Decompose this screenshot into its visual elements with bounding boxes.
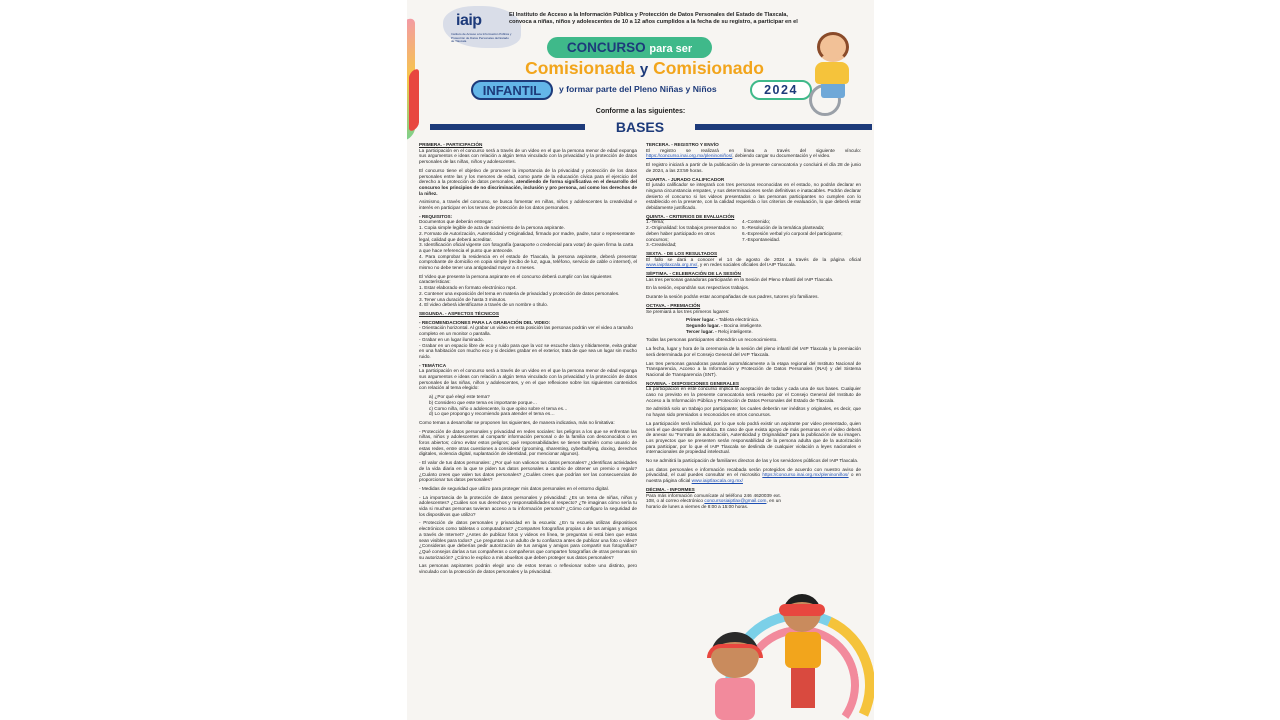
tematica-heading: - TEMÁTICA [419, 362, 447, 368]
tema-item: - Protección de datos personales y privacidad en la escuela: ¿En tu escuela utilizas dispositivos electrónicos como tabletas o computadoras? ¿Compartes fotografías propias o de tus amigas y amigos a través de Internet? ¿Antes de publicar fotos y videos en línea, te preguntas si está bien que estas sean visibles para todos? ¿Le preguntas a un adulto de tu confianza antes de publicar una foto o video? ¿Consideras que deberías pedir autorización de tus amigas y amigos para compartir sus fotografías? ¿Qué consejos darías a tus compañeras o compañeros que comparten fotografías de otras personas sin su autorización? ¿Cómo le explico a mis abuelitos que deben proteger sus datos personales? [419, 520, 637, 560]
intro-line-1: El Instituto de Acceso a la Información Pública y Protección de Datos Personales del Estado de Tlaxcala, [509, 12, 788, 18]
requisito-item: 1. Copia simple legible de acta de nacimiento de la persona aspirante. [419, 225, 565, 231]
recomendacion-item: - Grabar en un lugar iluminado. [419, 336, 484, 342]
bases-heading: BASES [585, 118, 695, 136]
tema-item: - Protección de datos personales y privacidad en redes sociales: los peligros a los que se enfrentan las niñas, niños y adolescentes al compartir información personal o de la familia con desconocidos o en foros abiertos; cómo evitar estos peligros; qué responsabilidades se tienen también como usuario de estas redes, entre otras cuestiones a considerar (grooming, sharenting, cyberbullying, doxing, derechos digitales, violencia digital, suplantación de identidad, por mencionar algunos). [419, 428, 637, 457]
registro-link[interactable]: https://concurso.inai.org.mx/pleninoniños/ [646, 153, 733, 159]
tercera-heading: TERCERA. - REGISTRO Y ENVÍO [646, 142, 719, 147]
tercera-text: El registro se realizará en línea a través del siguiente vínculo: [646, 147, 861, 153]
octava-heading: OCTAVA. - PREMIACIÓN [646, 302, 701, 308]
requisito-item: 2. Formato de Autorización, Autenticidad y Originalidad, firmado por madre, padre, tutor o representante legal, calidad que deberá acreditar. [419, 230, 635, 242]
title-comisionada-comisionado [507, 58, 782, 79]
video-item: 1. Estar elaborado en formato electrónico mp4. [419, 285, 517, 291]
recomendacion-item: - Orientación horizontal. Al grabar un video en esta posición las personas podrán ver el video a tamaño completo en un monitor o pantalla. [419, 325, 633, 337]
child-wheelchair-illustration [805, 28, 867, 118]
conforme-text: Conforme a las siguientes: [595, 108, 686, 115]
premio-nombre: Reloj inteligente. [717, 328, 753, 334]
octava-intro: Se premiará a los tres primeros lugares: [646, 308, 730, 314]
criterio-item: 1.-Tema; [646, 219, 665, 225]
premio-row [646, 329, 861, 335]
concurso-label: CONCURSO [566, 40, 646, 55]
decorative-stripe [409, 67, 419, 133]
comisionado-label: Comisionado [653, 58, 764, 78]
tercera-paragraph-1 [646, 148, 861, 159]
octava-paragraph-2: La fecha, lugar y hora de la ceremonia de la sesión del pleno infantil del IAIP Tlaxcala y la premiación será determinada por el Consejo General del IAIP Tlaxcala. [646, 346, 861, 357]
tematica-question: b) Considero que este tema es importante porque… [429, 399, 538, 405]
primera-p2-text: El concurso tiene el objetivo de promover la importancia de la privacidad y protección de los datos personales entre las y los menores de edad, como parte de la educación cívica para el ejercicio del derecho a la protección de datos personales, [419, 167, 637, 185]
recomendaciones-heading: - RECOMENDACIONES PARA LA GRABACIÓN DEL VIDEO: [419, 319, 551, 325]
iaip-site-link[interactable]: www.iaiptlaxcala.org.mx/ [646, 262, 698, 268]
novena-paragraph-1: La participación en este concurso implica la aceptación de todas y cada una de sus bases. Cualquier caso no previsto en la presente convocatoria será resuelto por el Consejo General del Instituto de Acceso a la Información Pública y Protección de Datos Personales del Estado de Tlaxcala. [646, 386, 861, 403]
intro-line-2: convoca a niñas, niños y adolescentes de 10 a 12 años cumplidos a la fecha de su registro, a participar en el [509, 19, 798, 25]
girl-shirt-shape [715, 678, 755, 720]
year-pill: 2024 [750, 80, 812, 100]
requisitos-intro: Documentos que deberán entregar: [419, 219, 494, 225]
headphones-icon [707, 644, 763, 658]
premio-lugar: Primer lugar. - [686, 317, 718, 323]
decima-paragraph [646, 493, 781, 510]
left-column [419, 140, 637, 578]
novena-text-mid: o en nuestra página oficial [646, 472, 861, 484]
tema-item: - Medidas de seguridad que utilizo para proteger mis datos personales en el entorno digital. [419, 485, 609, 491]
septima-paragraph-2: En la sesión, expondrán sus respectivos trabajos. [646, 285, 750, 291]
primera-heading: PRIMERA. - PARTICIPACIÓN [419, 142, 483, 147]
sexta-paragraph [646, 257, 861, 268]
iaip-site-link[interactable]: www.iaiptlaxcala.org.mx/ [691, 478, 743, 484]
novena-paragraph-5 [646, 467, 861, 484]
premio-lugar: Tercer lugar. - [686, 328, 717, 334]
sexta-text-end: , y en redes sociales oficiales del IAIP Tlaxcala. [697, 262, 796, 268]
logo-text: iaip [456, 12, 482, 29]
vr-goggles-icon [779, 604, 825, 616]
requisitos-heading: - REQUISITOS: [419, 213, 453, 219]
tematica-question: a) ¿Por qué elegí este tema? [429, 394, 490, 400]
decima-heading: DÉCIMA. - INFORMES [646, 486, 695, 492]
criterios-grid [646, 219, 861, 248]
head-shape [817, 32, 849, 62]
novena-paragraph-2: Se admitirá solo un trabajo por participante; los cuales deberán ser inéditos y originales, es decir, que no hayan sido premiados o reconocidos en otros concursos. [646, 406, 861, 418]
novena-heading: NOVENA. - DISPOSICIONES GENERALES [646, 380, 739, 386]
premio-lugar: Segundo lugar. - [686, 322, 723, 328]
concurso-pill [547, 37, 712, 58]
criterio-item: 7.-Espontaneidad. [742, 236, 781, 242]
quinta-heading: QUINTA. - CRITERIOS DE EVALUACIÓN [646, 213, 735, 219]
decima-text: Para más información comunícate al teléfono 246 4620039 ext. 108, o al correo electrónico [646, 492, 781, 504]
email-link[interactable]: concursosiaiptlax@gmail.com [704, 498, 767, 504]
tercera-paragraph-2: El registro iniciará a partir de la publicación de la presente convocatoria y concluirá el día 28 de junio de 2024, a las 23:59 horas. [646, 162, 861, 173]
primera-p2-bold: atendiendo de forma significativa en el desarrollo del concurso los principios de no discriminación, inclusión y pro persona, así como los derechos de la niñez. [419, 179, 637, 196]
tematica-paragraph: La participación en el concurso será a través de un video en el que la persona menor de edad exponga sus argumentos e ideas con relación a algún tema vinculado con la privacidad y la protección de datos personales de las niñas, niños y adolescentes, y en el que reflexione sobre los siguientes contenidos con relación al tema elegido: [419, 368, 637, 391]
requisito-item: 4. Para comprobar la residencia en el estado de Tlaxcala, la persona aspirante, deberá presentar comprobante de domicilio en copia simple (recibo de luz, agua, teléfono, servicio de cable o internet), el mismo no debe tener una antigüedad mayor a 4 meses. [419, 253, 637, 271]
temas-intro: Como temas a desarrollar se proponen los siguientes, de manera indicativa, más no limitativa: [419, 419, 615, 425]
pleno-text: y formar parte del Pleno Niñas y Niños [559, 84, 717, 94]
cuarta-paragraph: El jurado calificador se integrará con tres personas reconocidas en el estado, no podrán declarar en ninguna circunstancia empates, y sus determinaciones serán definitivas e inatacables. Podrán declarar desierto el concurso si los videos presentados o las personas participantes no cumplen con lo establecido en la presente, con la calidad requerida o los criterios de evaluación, lo que deberá estar debidamente justificado. [646, 182, 861, 211]
criterio-item: 5.-Resolución de la temática planteada; [742, 225, 825, 231]
logo-subtitle: Instituto de Acceso a la Información Pública y Protección de Datos Personales del Estado de Tlaxcala [451, 32, 512, 43]
comisionada-label: Comisionada [525, 58, 635, 78]
micrositio-link[interactable]: https://concurso.inai.org.mx/pleninoniños/ [762, 472, 849, 478]
octava-paragraph-1: Todas las personas participantes obtendrán un reconocimiento. [646, 337, 778, 343]
criterio-item: 6.-Expresión verbal y/o corporal del participante; [742, 230, 843, 236]
para-ser-label: para ser [649, 43, 693, 55]
tema-item: - La importancia de la protección de datos personales y privacidad: ¿Es un tema de niñas, niños y adolescentes? ¿Cuáles son sus derechos y responsabilidades al respecto? ¿Te imaginas cómo sería tu vida si muchas personas tuvieran acceso a tu información personal? ¿Cómo configuro la seguridad de los dispositivos que utilizo? [419, 494, 637, 517]
decima-text-end: , en un horario de lunes a viernes de 8:00 a 15:00 horas. [646, 498, 781, 509]
requisito-item: 3. Identificación oficial vigente con fotografía (pasaporte o credencial para votar) de quien firma la carta a que hace referencia el punto que antecede. [419, 242, 634, 253]
criterios-col-b [742, 219, 861, 248]
right-column [646, 140, 861, 513]
convocatoria-poster [407, 0, 874, 720]
children-illustration [705, 580, 867, 720]
premio-nombre: Bocina inteligente. [724, 322, 763, 328]
cuarta-heading: CUARTA. - JURADO CALIFICADOR [646, 176, 725, 182]
primera-paragraph-3: Asimismo, a través del concurso, se busca fomentar en niñas, niños y adolescentes la creatividad e interés en participar en los temas de protección de los datos personales. [419, 199, 637, 211]
tematica-question: c) Como niña, niño o adolescente, lo que opino sobre el tema es… [429, 405, 568, 411]
criterio-item: 2.-Originalidad: los trabajos presentados no deben haber participado en otros concursos; [646, 225, 737, 242]
legs-shape [821, 82, 845, 98]
video-intro: El Video que presente la persona aspirante en el concurso deberá cumplir con las siguientes características: [419, 273, 612, 285]
tematica-question: d) Lo que propongo y recomiendo para atender el tema es… [429, 411, 555, 417]
video-item: 3. Tener una duración de hasta 3 minutos. [419, 296, 507, 302]
video-item: 4. El video deberá identificarse a través de un nombre o título. [419, 302, 548, 308]
premio-nombre: Tableta electrónica. [718, 317, 760, 323]
septima-paragraph-3: Durante la sesión podrán estar acompañadas de sus padres, tutores y/o familiares. [646, 294, 819, 300]
septima-heading: SÉPTIMA. - CELEBRACIÓN DE LA SESIÓN [646, 271, 741, 277]
recomendacion-item: - Grabar en un espacio libre de eco y ruido para que la voz se escuche clara y nítidamente, evita grabar en una habitación con mucho eco y si decides grabar en el exterior, trata de que sea un lugar sin mucho ruido. [419, 342, 637, 359]
video-item: 2. Contener una exposición del tema en materia de privacidad y protección de datos personales. [419, 290, 620, 296]
tercera-text-end: , debiendo cargar su documentación y el video. [732, 153, 831, 159]
infantil-pill: INFANTIL [471, 80, 553, 100]
criterios-col-a [646, 219, 738, 248]
intro-text [509, 12, 854, 26]
criterio-item: 3.-Creatividad; [646, 242, 677, 248]
y-label: y [639, 61, 649, 78]
octava-paragraph-3: Las tres personas ganadoras pasarán automáticamente a la etapa regional del Instituto Nacional de Transparencia, Acceso a la Información y Protección de Datos Personales (INAI) y del Sistema Nacional de Transparencia (SNT). [646, 360, 861, 377]
sexta-heading: SEXTA. - DE LOS RESULTADOS [646, 250, 718, 256]
novena-text: Los datos personales e información recabada serán protegidos de acuerdo con nuestro aviso de privacidad, el cual puedes consultar en el micrositio [646, 466, 861, 478]
primera-paragraph-2 [419, 168, 637, 197]
novena-paragraph-3: La participación será individual, por lo que solo podrá existir un aspirante por video presentado, quien será el que desarrolle la temática. En caso de que exista apoyo de más personas en el video deberá de anexar su "Formato de autorización, Autenticidad y Originalidad" para la publicación de su imagen. Los proyectos que se presenten serán responsabilidad de la persona adulta que de la autorización para participar, por lo que el IAIP Tlaxcala se deslinda de cualquier violación a leyes nacionales e internacionales de propiedad intelectual. [646, 420, 861, 455]
primera-paragraph-1: La participación en el concurso será a través de un video en el que la persona menor de edad exponga sus argumentos e ideas con relación a algún tema vinculado con la privacidad y la protección de datos personales de las niñas, niños y adolescentes. [419, 147, 637, 165]
final-paragraph: Las personas aspirantes podrán elegir uno de estos temas o reflexionar sobre uno distinto, pero vinculado con la protección de datos personales y la privacidad. [419, 563, 637, 575]
septima-paragraph-1: Las tres personas ganadoras participarán en la Sesión del Pleno Infantil del IAIP Tlaxcala. [646, 276, 834, 282]
sexta-text: El fallo se dará a conocer el 14 de agosto de 2024 a través de la página oficial [646, 256, 861, 262]
novena-paragraph-4: No se admitirá la participación de familiares directos de las y los servidores públicos del IAIP Tlaxcala. [646, 458, 859, 464]
boy-shirt-shape [785, 632, 821, 668]
segunda-heading: SEGUNDA. - ASPECTOS TÉCNICOS [419, 310, 499, 316]
shirt-shape [815, 62, 849, 84]
tema-item: - El valor de tus datos personales: ¿Por qué son valiosos tus datos personales? ¿Identificas actividades de la vida diaria en la que te piden tus datos personales a cambio de obtener un premio o regalo? ¿Cuánto crees que valen tus datos personales? ¿Cuáles crees que podrían ser las consecuencias de proporcionar tus datos personales? [419, 460, 637, 483]
criterio-item: 4.-Contenido; [742, 219, 771, 225]
boy-legs-shape [791, 668, 815, 708]
